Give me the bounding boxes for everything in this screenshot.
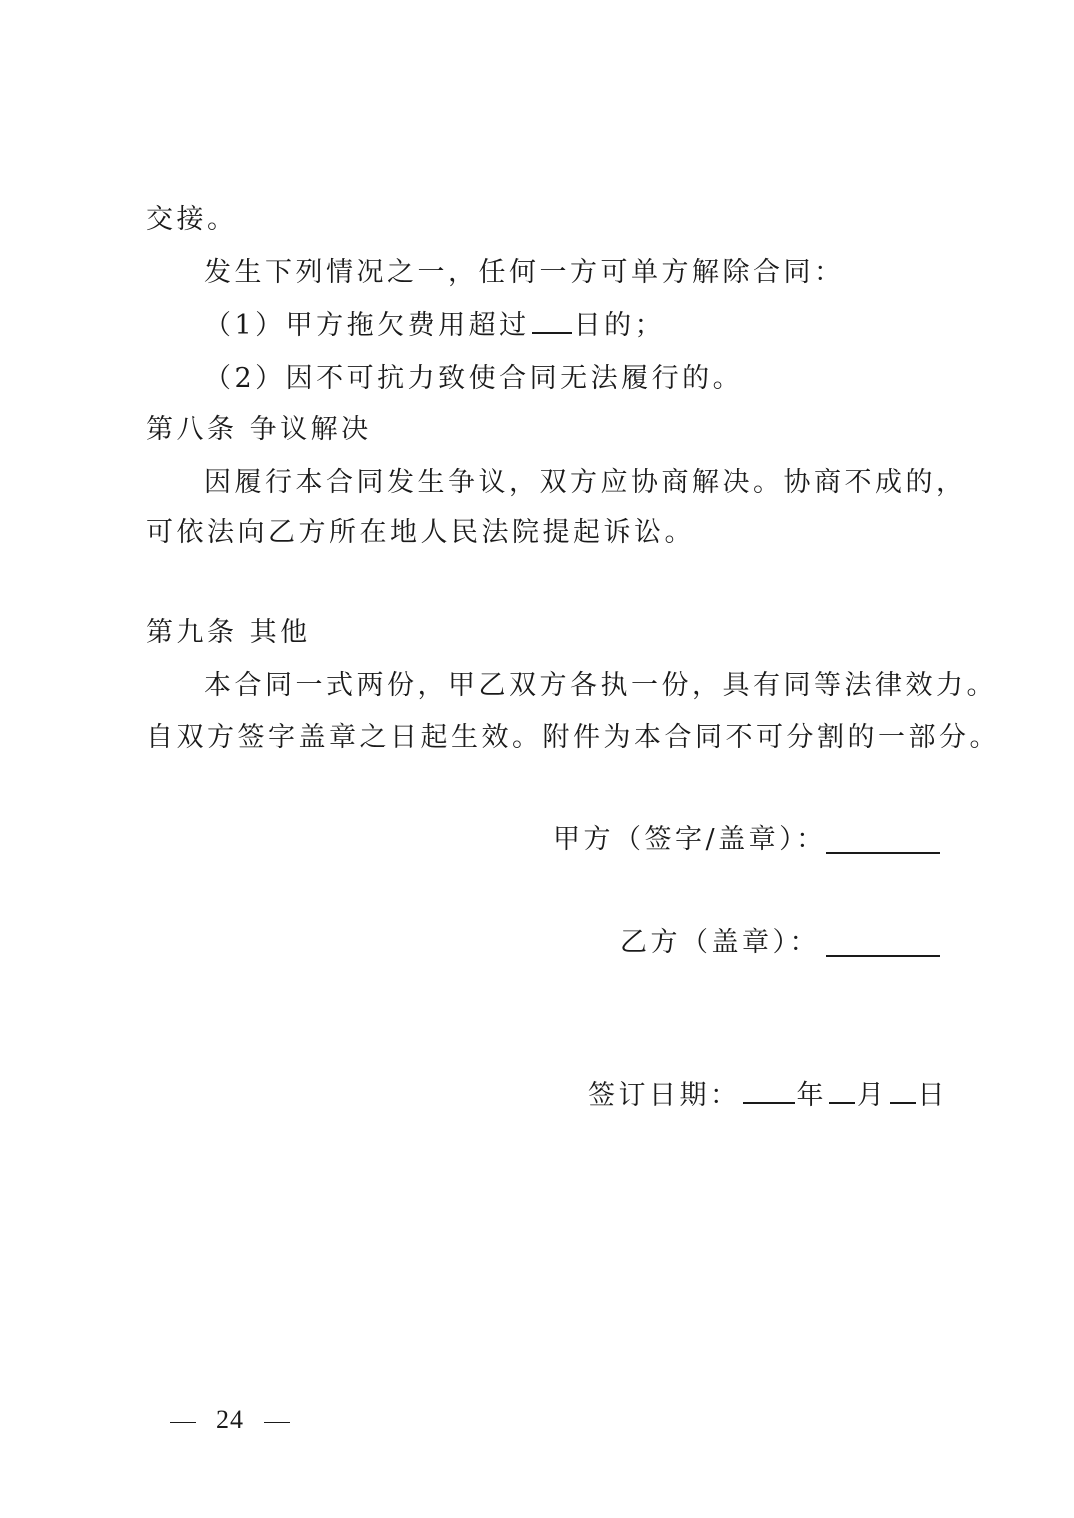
text-line-handover: 交接。: [146, 204, 238, 235]
article-8-title: 第八条 争议解决: [146, 414, 372, 445]
year-blank: [743, 1076, 795, 1104]
party-a-signature-line: [826, 852, 940, 854]
signing-date: [588, 1076, 948, 1116]
party-b-signature-line: [826, 955, 940, 957]
page-number: 24: [216, 1405, 244, 1434]
footer-dash-left: [170, 1422, 196, 1423]
article-9-title: 第九条 其他: [146, 617, 311, 648]
year-unit: 年: [796, 1080, 827, 1111]
termination-item-1: [204, 306, 665, 346]
article-9-text-line-2: 自双方签字盖章之日起生效。附件为本合同不可分割的一部分。: [146, 722, 1000, 753]
article-9-text-line-1: 本合同一式两份，甲乙双方各执一份，具有同等法律效力。: [204, 670, 997, 701]
article-8-text-line-1: 因履行本合同发生争议，双方应协商解决。协商不成的，: [204, 467, 967, 498]
party-b-signature-label: 乙方（盖章）：: [620, 927, 820, 958]
month-unit: 月: [857, 1080, 888, 1111]
termination-item-2: （2）因不可抗力致使合同无法履行的。: [204, 363, 744, 394]
article-8-text-line-2: 可依法向乙方所在地人民法院提起诉讼。: [146, 517, 695, 548]
party-a-signature-label: 甲方（签字/盖章）：: [553, 824, 827, 855]
month-blank: [829, 1076, 855, 1104]
day-unit: 日: [917, 1080, 948, 1111]
day-blank: [890, 1076, 916, 1104]
date-label: 签订日期：: [588, 1080, 741, 1111]
termination-intro: 发生下列情况之一，任何一方可单方解除合同：: [204, 257, 845, 288]
item1-suffix: 日的；: [573, 310, 666, 341]
page-footer: [170, 1400, 290, 1440]
item1-prefix: （1）甲方拖欠费用超过: [204, 310, 530, 341]
footer-dash-right: [264, 1422, 290, 1423]
days-blank: [532, 306, 572, 334]
